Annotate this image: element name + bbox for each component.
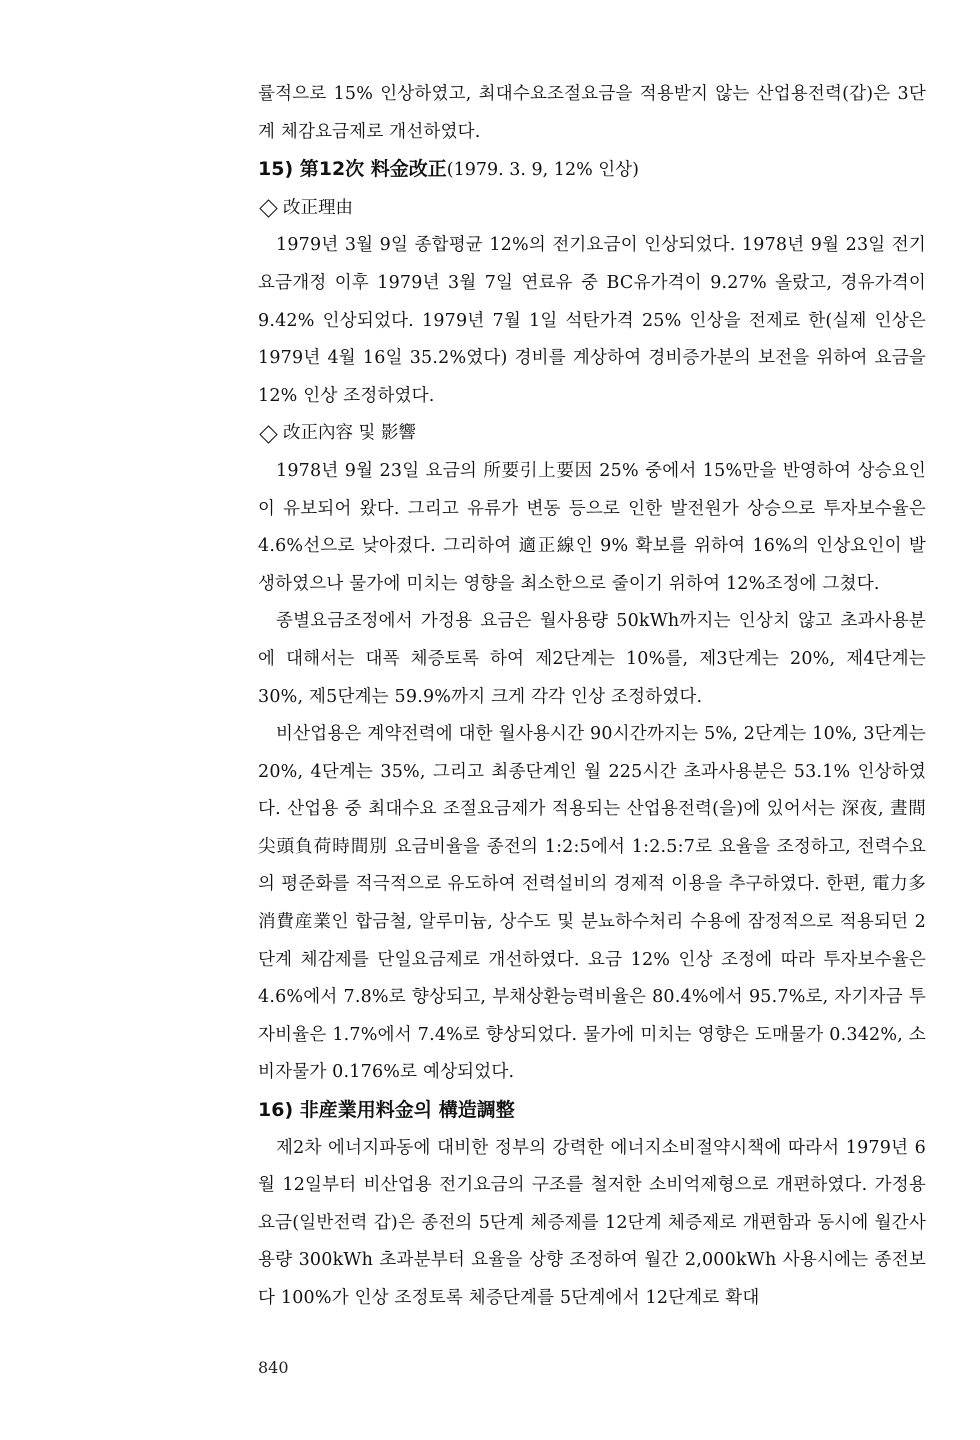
reason-heading-text: 改正理由	[283, 197, 353, 218]
page-number: 840	[258, 1358, 289, 1377]
section-15-heading	[258, 151, 926, 190]
content-subheading	[258, 415, 926, 453]
section-16-paragraph: 제2차 에너지파동에 대비한 정부의 강력한 에너지소비절약시책에 따라서 1979년 6월 12일부터 비산업용 전기요금의 구조를 철저한 소비억제형으로 개편하였다. 가정용요금(일반전력 갑)은 종전의 5단계 체증제를 12단계 체증제로 개편함과 동시에 월간사용량 300kWh 초과분부터 요율을 상향 조정하여 월간 2,000kWh 사용시에는 종전보다 100%가 인상 조정토록 체증단계를 5단계에서 12단계로 확대	[258, 1137, 926, 1308]
content-paragraph-2: 종별요금조정에서 가정용 요금은 월사용량 50kWh까지는 인상치 않고 초과사용분에 대해서는 대폭 체증토록 하여 제2단계는 10%를, 제3단계는 20%, 제4단계는 30%, 제5단계는 59.9%까지 크게 각각 인상 조정하였다.	[258, 611, 926, 707]
reason-paragraph: 1979년 3월 9일 종합평균 12%의 전기요금이 인상되었다. 1978년 9월 23일 전기요금개정 이후 1979년 3월 7일 연료유 중 BC유가격이 9.27% 올랐고, 경유가격이 9.42% 인상되었다. 1979년 7월 1일 석탄가격 25% 인상을 전제로 한(실제 인상은 1979년 4월 16일 35.2%였다) 경비를 계상하여 경비증가분의 보전을 위하여 요금을 12% 인상 조정하였다.	[258, 235, 926, 406]
section-15-title: 15) 第12次 料金改正	[258, 158, 447, 181]
section-16-heading: 16) 非産業用料金의 構造調整	[258, 1099, 515, 1122]
diamond-bullet-icon	[259, 425, 277, 443]
content-heading-text: 改正內容 및 影響	[283, 423, 417, 444]
page-body	[258, 76, 926, 1318]
content-paragraph-1: 1978년 9월 23일 요금의 所要引上要因 25% 중에서 15%만을 반영하여 상승요인이 유보되어 왔다. 그리고 유류가 변동 등으로 인한 발전원가 상승으로 투자보수율은 4.6%선으로 낮아졌다. 그리하여 適正線인 9% 확보를 위하여 16%의 인상요인이 발생하였으나 물가에 미치는 영향을 최소한으로 줄이기 위하여 12%조정에 그쳤다.	[258, 460, 926, 594]
diamond-bullet-icon	[259, 199, 277, 217]
content-paragraph-3: 비산업용은 계약전력에 대한 월사용시간 90시간까지는 5%, 2단계는 10%, 3단계는 20%, 4단계는 35%, 그리고 최종단계인 월 225시간 초과사용분은 53.1% 인상하였다. 산업용 중 최대수요 조절요금제가 적용되는 산업용전력(을)에 있어서는 深夜, 晝間 尖頭負荷時間別 요금비율을 종전의 1:2:5에서 1:2.5:7로 요율을 조정하고, 전력수요의 평준화를 적극적으로 유도하여 전력설비의 경제적 이용을 추구하였다. 한편, 電力多消費産業인 합금철, 알루미늄, 상수도 및 분뇨하수처리 수용에 잠정적으로 적용되던 2단계 체감제를 단일요금제로 개선하였다. 요금 12% 인상 조정에 따라 투자보수율은 4.6%에서 7.8%로 향상되고, 부채상환능력비율은 80.4%에서 95.7%로, 자기자금 투자비율은 1.7%에서 7.4%로 향상되었다. 물가에 미치는 영향은 도매물가 0.342%, 소비자물가 0.176%로 예상되었다.	[258, 724, 926, 1083]
section-15-title-tail: (1979. 3. 9, 12% 인상)	[446, 160, 639, 181]
continued-paragraph: 률적으로 15% 인상하였고, 최대수요조절요금을 적용받지 않는 산업용전력(갑)은 3단계 체감요금제로 개선하였다.	[258, 84, 926, 142]
reason-subheading	[258, 190, 926, 228]
